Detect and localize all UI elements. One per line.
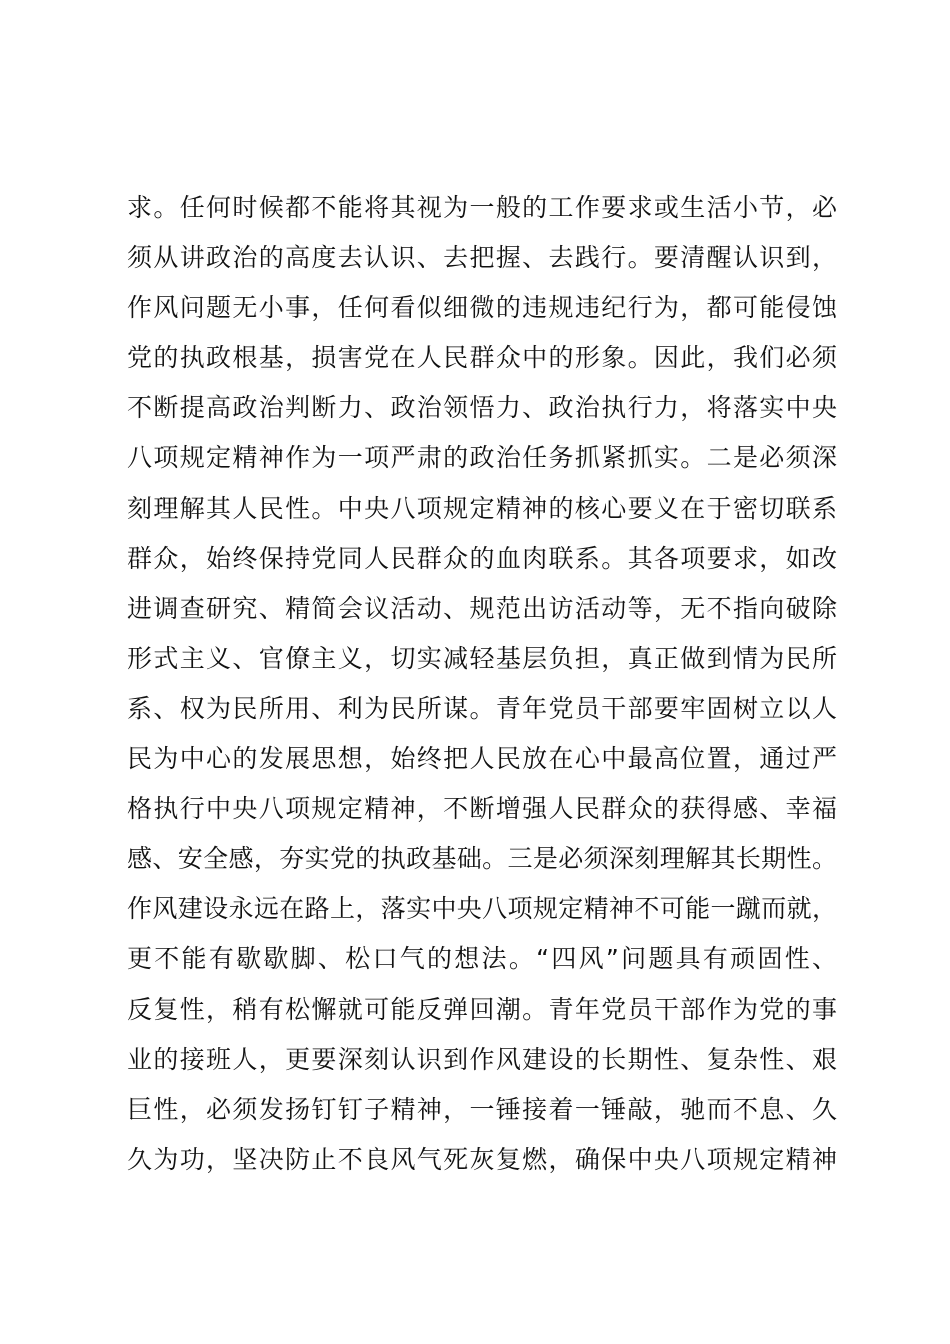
- text-line: 更不能有歇歇脚、松口气的想法。“四风”问题具有顽固性、: [127, 944, 837, 974]
- text-line: 须从讲政治的高度去认识、去把握、去践行。要清醒认识到，: [127, 243, 837, 273]
- text-line: 不断提高政治判断力、政治领悟力、政治执行力，将落实中央: [127, 393, 837, 423]
- text-line: 格执行中央八项规定精神，不断增强人民群众的获得感、幸福: [127, 794, 837, 824]
- text-line: 群众，始终保持党同人民群众的血肉联系。其各项要求，如改: [127, 543, 837, 573]
- text-line: 八项规定精神作为一项严肃的政治任务抓紧抓实。二是必须深: [127, 443, 837, 473]
- text-line: 感、安全感，夯实党的执政基础。三是必须深刻理解其长期性。: [127, 844, 837, 874]
- text-line: 进调查研究、精简会议活动、规范出访活动等，无不指向破除: [127, 593, 837, 623]
- text-line: 形式主义、官僚主义，切实减轻基层负担，真正做到情为民所: [127, 643, 837, 673]
- text-line: 业的接班人，更要深刻认识到作风建设的长期性、复杂性、艰: [127, 1044, 837, 1074]
- text-line: 民为中心的发展思想，始终把人民放在心中最高位置，通过严: [127, 744, 837, 774]
- text-line: 反复性，稍有松懈就可能反弹回潮。青年党员干部作为党的事: [127, 994, 837, 1024]
- body-text: [127, 183, 837, 1185]
- text-line: 求。任何时候都不能将其视为一般的工作要求或生活小节，必: [127, 193, 837, 222]
- text-line: 久为功，坚决防止不良风气死灰复燃，确保中央八项规定精神: [127, 1144, 837, 1174]
- text-line: 系、权为民所用、利为民所谋。青年党员干部要牢固树立以人: [127, 693, 837, 723]
- text-line: 巨性，必须发扬钉钉子精神，一锤接着一锤敲，驰而不息、久: [127, 1094, 837, 1124]
- text-line: 党的执政根基，损害党在人民群众中的形象。因此，我们必须: [127, 343, 837, 373]
- text-line: 作风问题无小事，任何看似细微的违规违纪行为，都可能侵蚀: [127, 293, 837, 323]
- text-line: 刻理解其人民性。中央八项规定精神的核心要义在于密切联系: [127, 493, 837, 523]
- text-line: 作风建设永远在路上，落实中央八项规定精神不可能一蹴而就，: [127, 894, 837, 924]
